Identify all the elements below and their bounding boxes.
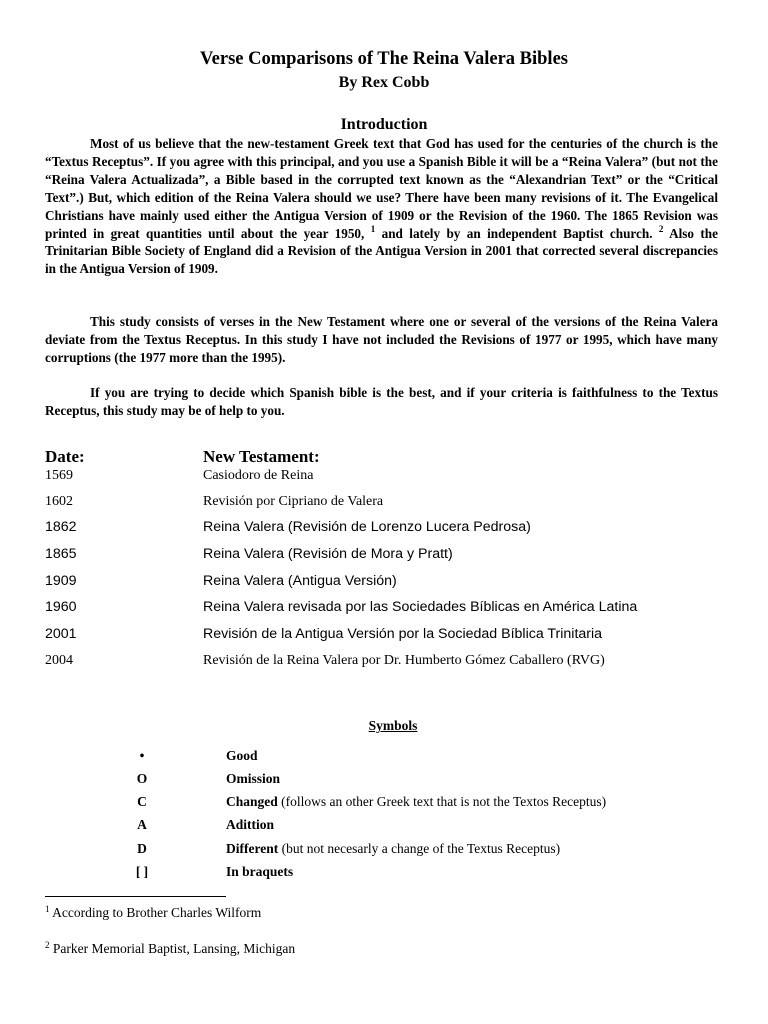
symbol-description xyxy=(226,862,293,882)
edition-row xyxy=(0,571,768,593)
footnote-2 xyxy=(45,939,295,959)
edition-date: 1602 xyxy=(45,494,73,509)
section-heading-introduction: Introduction xyxy=(340,116,428,133)
symbol-mark: [ ] xyxy=(135,864,149,879)
intro-paragraph-3: If you are trying to decide which Spanish bible is the best, and if your criteria is faithfulness to the Textus Receptus, this study may be of help to you. xyxy=(45,385,718,418)
symbol-description xyxy=(226,769,280,789)
footnote-1 xyxy=(45,903,261,923)
symbol-mark: A xyxy=(137,817,147,832)
intro-paragraph-1-text-a: Most of us believe that the new-testament Greek text that God has used for the centuries of the church is the “Textus Receptus”. If you agree with this principal, and you use a Spanish Bible it will be a “Reina Valera” (but not the “Reina Valera Actualizada”, a Bible based in the corrupted text known as the “Alexandrian Text” or the “Critical Text”.) But, which edition of the Reina Valera should we use? There have been many revisions of it. The Evangelical Christians have mainly used either the Antigua Version of 1909 or the Revision of the 1960. The 1865 Revision was printed in great quantities until about the year 1950, xyxy=(45,136,718,241)
edition-name: Reina Valera (Revisión de Mora y Pratt) xyxy=(203,546,453,562)
footnote-text: According to Brother Charles Wilform xyxy=(49,905,262,920)
intro-paragraph-1-text-c: Also the Trinitarian Bible Society of England did a Revision of the Antigua Version in 2001 that corrected several discrepancies in the Antigua Version of 1909. xyxy=(45,225,718,277)
symbol-row xyxy=(0,769,768,791)
edition-date: 1960 xyxy=(45,599,77,615)
edition-row xyxy=(0,466,768,488)
symbol-mark: O xyxy=(136,771,148,786)
edition-row xyxy=(0,597,768,619)
edition-name: Reina Valera revisada por las Sociedades Bíblicas en América Latina xyxy=(203,599,638,615)
edition-row xyxy=(0,651,768,673)
symbol-mark: C xyxy=(137,794,147,809)
symbol-label: Adittion xyxy=(226,817,275,832)
editions-new-testament-header: New Testament: xyxy=(203,447,320,466)
intro-paragraph-1 xyxy=(45,135,718,278)
symbols-heading: Symbols xyxy=(368,718,418,733)
edition-date: 2004 xyxy=(45,653,73,668)
footnote-divider xyxy=(45,896,226,897)
symbol-description xyxy=(226,746,258,766)
symbol-row xyxy=(0,862,768,884)
document-author: By Rex Cobb xyxy=(338,74,430,91)
symbol-row xyxy=(0,746,768,768)
edition-name: Reina Valera (Revisión de Lorenzo Lucera Pedrosa) xyxy=(203,519,531,535)
edition-row xyxy=(0,624,768,646)
edition-name: Revisión de la Antigua Versión por la Sociedad Bíblica Trinitaria xyxy=(203,626,603,642)
edition-row xyxy=(0,517,768,539)
symbol-row xyxy=(0,792,768,814)
footnote-text: Parker Memorial Baptist, Lansing, Michigan xyxy=(49,941,296,956)
symbol-mark: • xyxy=(139,748,145,763)
symbol-label: Changed xyxy=(226,794,278,809)
symbol-row xyxy=(0,815,768,837)
intro-paragraph-2: This study consists of verses in the New Testament where one or several of the versions of the Reina Valera deviate from the Textus Receptus. In this study I have not included the Revisions of 1977 or 1995, which have many corruptions (the 1977 more than the 1995). xyxy=(45,314,718,365)
document-title: Verse Comparisons of The Reina Valera Bibles xyxy=(200,49,568,69)
edition-date: 1569 xyxy=(45,468,73,483)
footnote-ref-1: 1 xyxy=(370,223,376,234)
edition-name: Casiodoro de Reina xyxy=(203,468,314,483)
symbol-label: Omission xyxy=(226,771,281,786)
edition-date: 1862 xyxy=(45,519,77,535)
symbol-mark: D xyxy=(137,841,147,856)
edition-date: 1909 xyxy=(45,573,77,589)
intro-paragraph-1-text-b: and lately by an independent Baptist church. xyxy=(375,225,659,241)
symbol-label: Good xyxy=(226,748,258,763)
symbol-description xyxy=(226,839,560,859)
edition-date: 2001 xyxy=(45,626,77,642)
edition-row xyxy=(0,544,768,566)
symbol-label: In braquets xyxy=(226,864,294,879)
symbol-description xyxy=(226,792,606,812)
symbol-note: (but not necesarly a change of the Textus Receptus) xyxy=(278,841,561,856)
edition-row xyxy=(0,492,768,514)
footnote-number: 2 xyxy=(45,940,50,950)
footnote-ref-2: 2 xyxy=(658,223,664,234)
symbol-description xyxy=(226,815,274,835)
edition-name: Revisión por Cipriano de Valera xyxy=(203,494,384,509)
symbol-row xyxy=(0,839,768,861)
edition-name: Revisión de la Reina Valera por Dr. Humberto Gómez Caballero (RVG) xyxy=(203,653,605,668)
footnote-number: 1 xyxy=(45,904,50,914)
editions-date-header: Date: xyxy=(45,447,85,466)
symbol-label: Different xyxy=(226,841,279,856)
edition-date: 1865 xyxy=(45,546,77,562)
edition-name: Reina Valera (Antigua Versión) xyxy=(203,573,397,589)
symbol-note: (follows an other Greek text that is not the Textos Receptus) xyxy=(277,794,607,809)
